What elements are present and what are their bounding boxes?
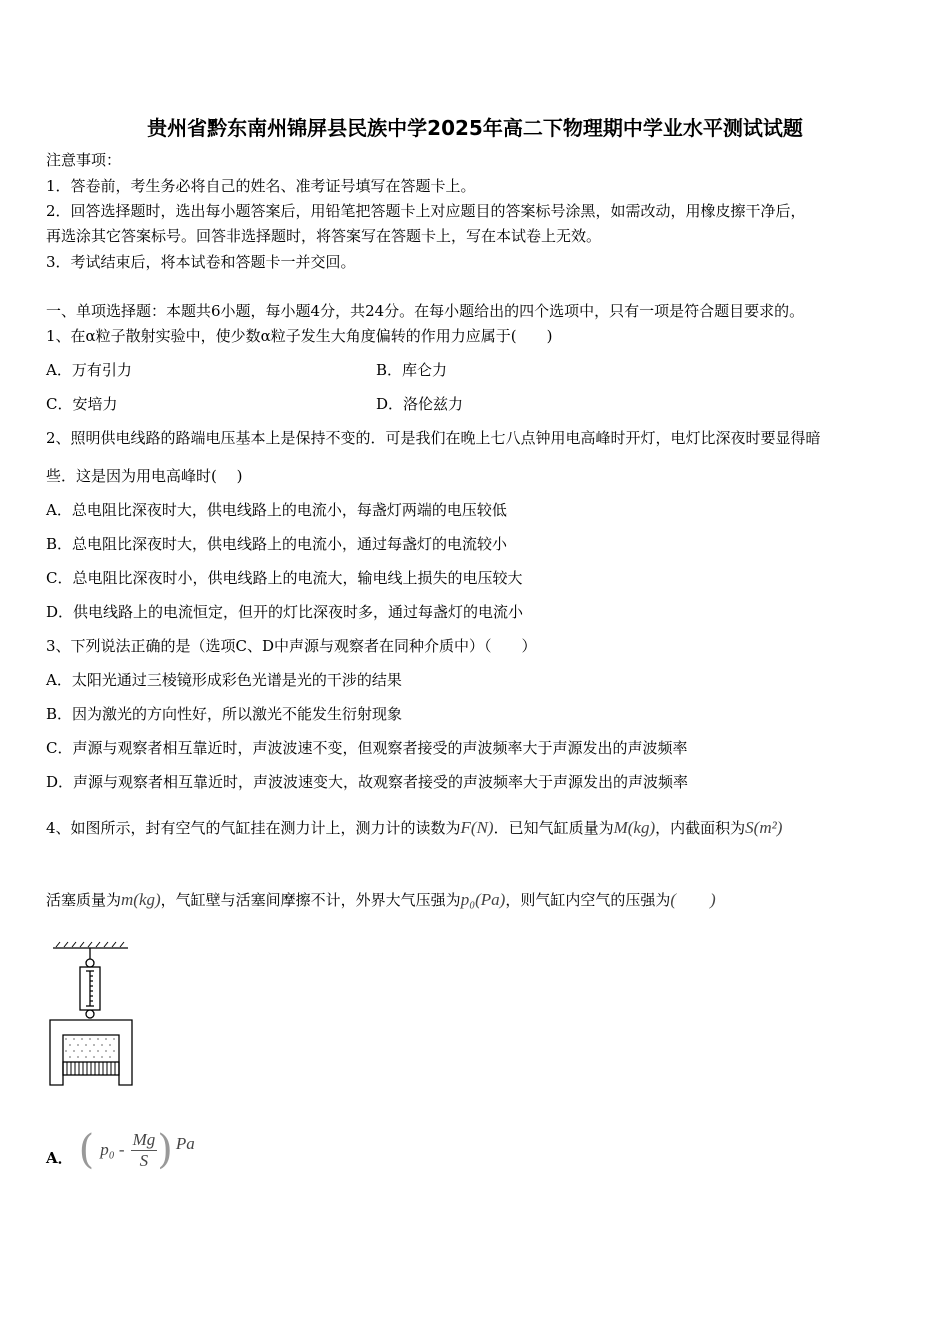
option-a: A．万有引力	[46, 361, 132, 379]
option-label: A．	[46, 1148, 73, 1167]
question-1-stem: 1、在α粒子散射实验中，使少数α粒子发生大角度偏转的作用力应属于( )	[46, 327, 553, 345]
formula-force: F(N)	[460, 818, 494, 837]
unit: Pa	[175, 1134, 195, 1153]
option-d: D．洛伦兹力	[376, 395, 464, 413]
fraction	[131, 1130, 158, 1171]
section-heading: 一、单项选择题：本题共6小题，每小题4分，共24分。在每小题给出的四个选项中，只有一项是符合题目要求的。	[46, 302, 805, 320]
option-c: C．声源与观察者相互靠近时，声波波速不变，但观察者接受的声波频率大于声源发出的声波频率	[46, 739, 688, 757]
denominator: S	[139, 1150, 149, 1170]
numerator: Mg	[132, 1129, 156, 1149]
question-2-stem-cont: 些．这是因为用电高峰时( )	[46, 467, 243, 485]
notes-heading: 注意事项：	[46, 151, 122, 169]
question-4-stem	[46, 818, 782, 838]
q4-text: ，内截面积为	[655, 819, 746, 837]
option-b: B．总电阻比深夜时大，供电线路上的电流小，通过每盏灯的电流较小	[46, 535, 508, 553]
option-b: B．库仑力	[376, 361, 448, 379]
q4-text: 活塞质量为	[46, 891, 122, 909]
question-3-stem: 3、下列说法正确的是（选项C、D中声源与观察者在同种介质中）（ ）	[46, 637, 537, 655]
q4-text: ，气缸壁与活塞间摩擦不计，外界大气压强为	[160, 891, 461, 909]
page-title: 贵州省黔东南州锦屏县民族中学2025年高二下物理期中学业水平测试试题	[147, 116, 803, 140]
note-item: 2．回答选择题时，选出每小题答案后，用铅笔把答题卡上对应题目的答案标号涂黑，如需改动，用橡皮擦干净后，	[46, 202, 806, 220]
option-c: C．总电阻比深夜时小，供电线路上的电流大，输电线上损失的电压较大	[46, 569, 523, 587]
formula-atm-pressure: p₀(Pa)	[460, 890, 506, 909]
formula-cylinder-mass: M(kg)	[613, 818, 656, 837]
note-item: 3．考试结束后，将本试卷和答题卡一并交回。	[46, 253, 356, 271]
formula-p0: p₀ -	[100, 1140, 125, 1159]
option-d: D．供电线路上的电流恒定，但开的灯比深夜时多，通过每盏灯的电流小	[46, 603, 524, 621]
option-a: A．总电阻比深夜时大，供电线路上的电流小，每盏灯两端的电压较低	[46, 501, 507, 519]
note-item: 1．答卷前，考生务必将自己的姓名、准考证号填写在答题卡上。	[46, 177, 476, 195]
q4-text: 4、如图所示，封有空气的气缸挂在测力计上，测力计的读数为	[46, 819, 461, 837]
question-2-stem: 2、照明供电线路的路端电压基本上是保持不变的．可是我们在晚上七八点钟用电高峰时开灯，电灯比深夜时要显得暗	[46, 429, 821, 447]
option-c: C．安培力	[46, 395, 118, 413]
cylinder-spring-scale-figure	[46, 938, 136, 1090]
formula-piston-mass: m(kg)	[121, 890, 161, 909]
answer-blank: ( )	[670, 890, 716, 909]
option-a: A． ( p₀ - $\frac{Mg}{S}$ ) Pa	[46, 1127, 195, 1173]
option-a: A．太阳光通过三棱镜形成彩色光谱是光的干涉的结果	[46, 671, 402, 689]
q4-text: ，则气缸内空气的压强为	[505, 891, 671, 909]
option-d: D．声源与观察者相互靠近时，声波波速变大，故观察者接受的声波频率大于声源发出的声波频率	[46, 773, 689, 791]
note-item: 再选涂其它答案标号。回答非选择题时，将答案写在答题卡上，写在本试卷上无效。	[46, 227, 602, 245]
formula-area: S(m²)	[745, 818, 783, 837]
option-b: B．因为激光的方向性好，所以激光不能发生衍射现象	[46, 705, 403, 723]
question-4-stem-cont	[46, 890, 716, 910]
q4-text: ．已知气缸质量为	[493, 819, 614, 837]
